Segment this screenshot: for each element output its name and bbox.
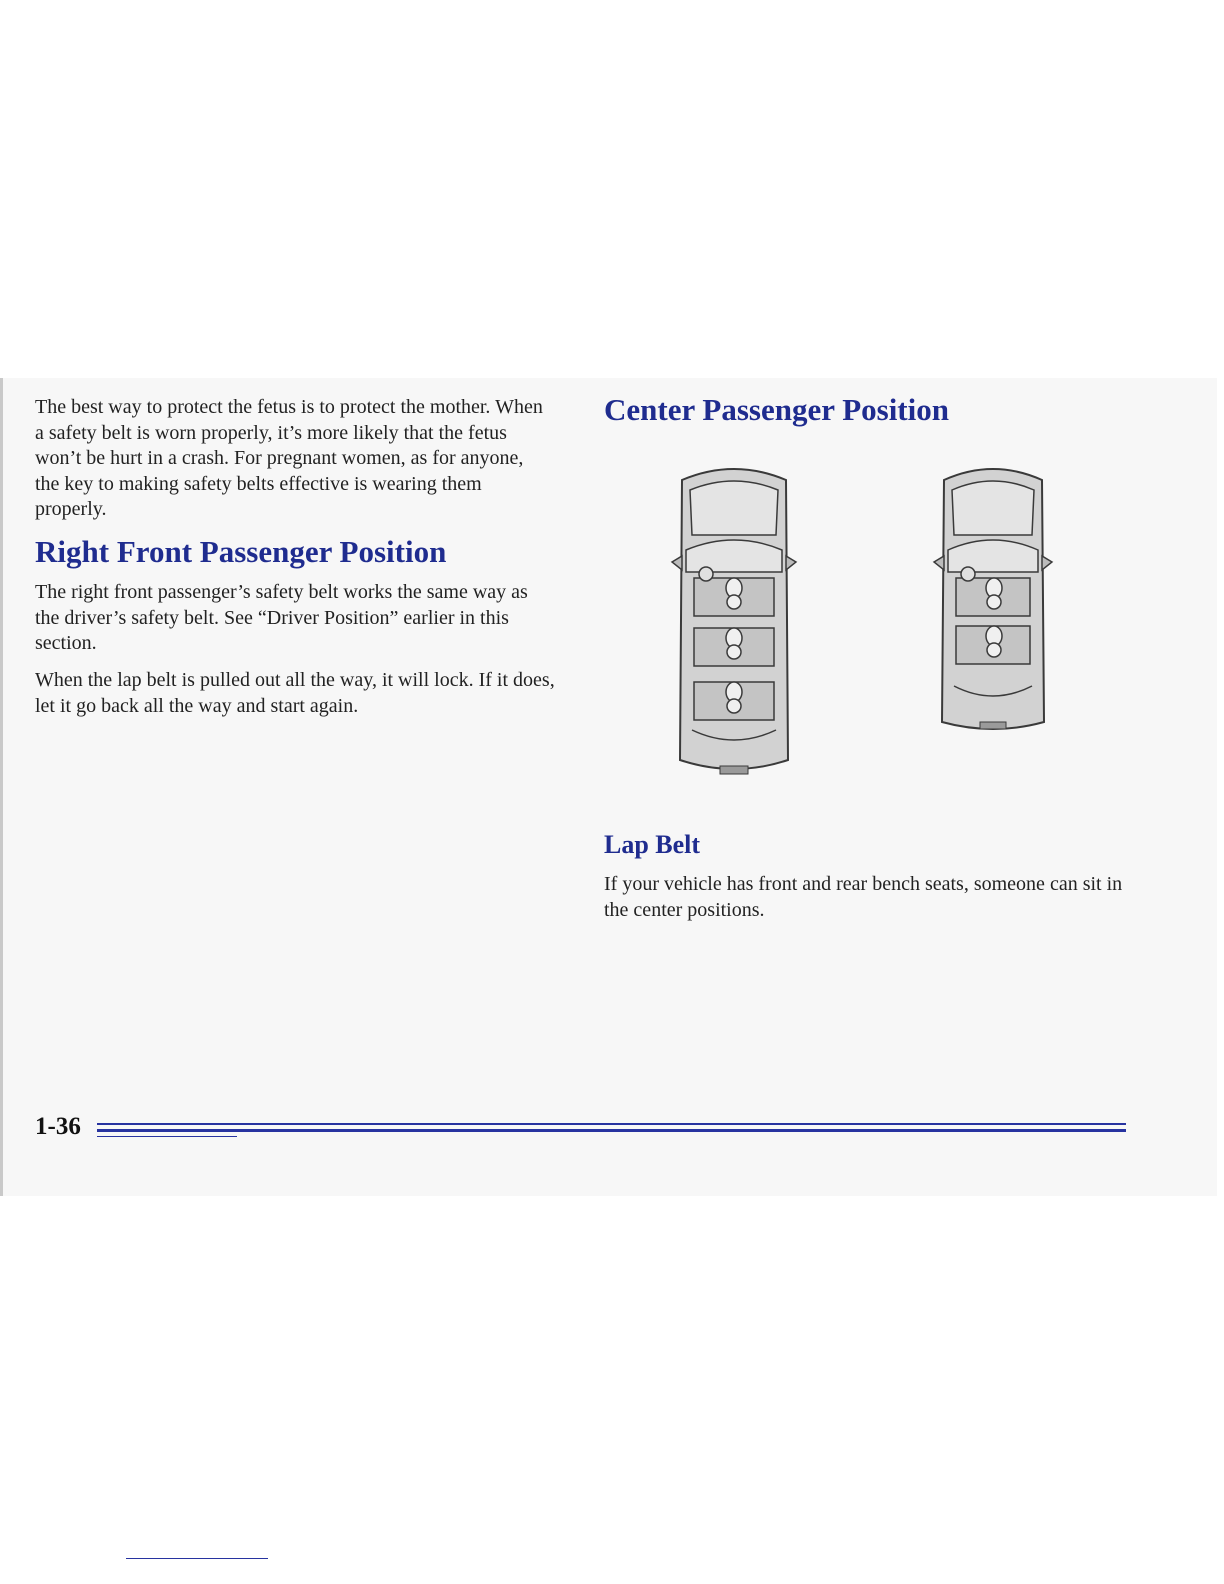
three-row-vehicle-illustration — [664, 460, 804, 782]
two-row-vehicle-illustration — [928, 460, 1058, 735]
subheading-lap-belt: Lap Belt — [604, 830, 701, 859]
page-number: 1-36 — [35, 1113, 81, 1140]
heading-center-passenger: Center Passenger Position — [604, 392, 949, 427]
paragraph-right-front-1: The right front passenger’s safety belt works the same way as the driver’s safety belt. See “Driver Position” earlier in this section. — [35, 581, 528, 654]
heading-right-front-passenger: Right Front Passenger Position — [35, 534, 447, 569]
footer-rule-thick — [97, 1129, 1126, 1132]
footer-rule — [97, 1123, 1126, 1125]
intro-paragraph: The best way to protect the fetus is to protect the mother. When a safety belt is worn properly, it’s more likely that the fetus won’t be hurt in a crash. For pregnant women, as for anyone, the key to making safety belts effective is wearing them properly. — [35, 396, 543, 520]
footer-rule-accent — [97, 1136, 237, 1137]
bottom-divider — [126, 1558, 268, 1559]
paragraph-lap-belt: If your vehicle has front and rear bench seats, someone can sit in the center positions. — [604, 873, 1123, 921]
paragraph-right-front-2: When the lap belt is pulled out all the way, it will lock. If it does, let it go back all the way and start again. — [35, 669, 555, 717]
